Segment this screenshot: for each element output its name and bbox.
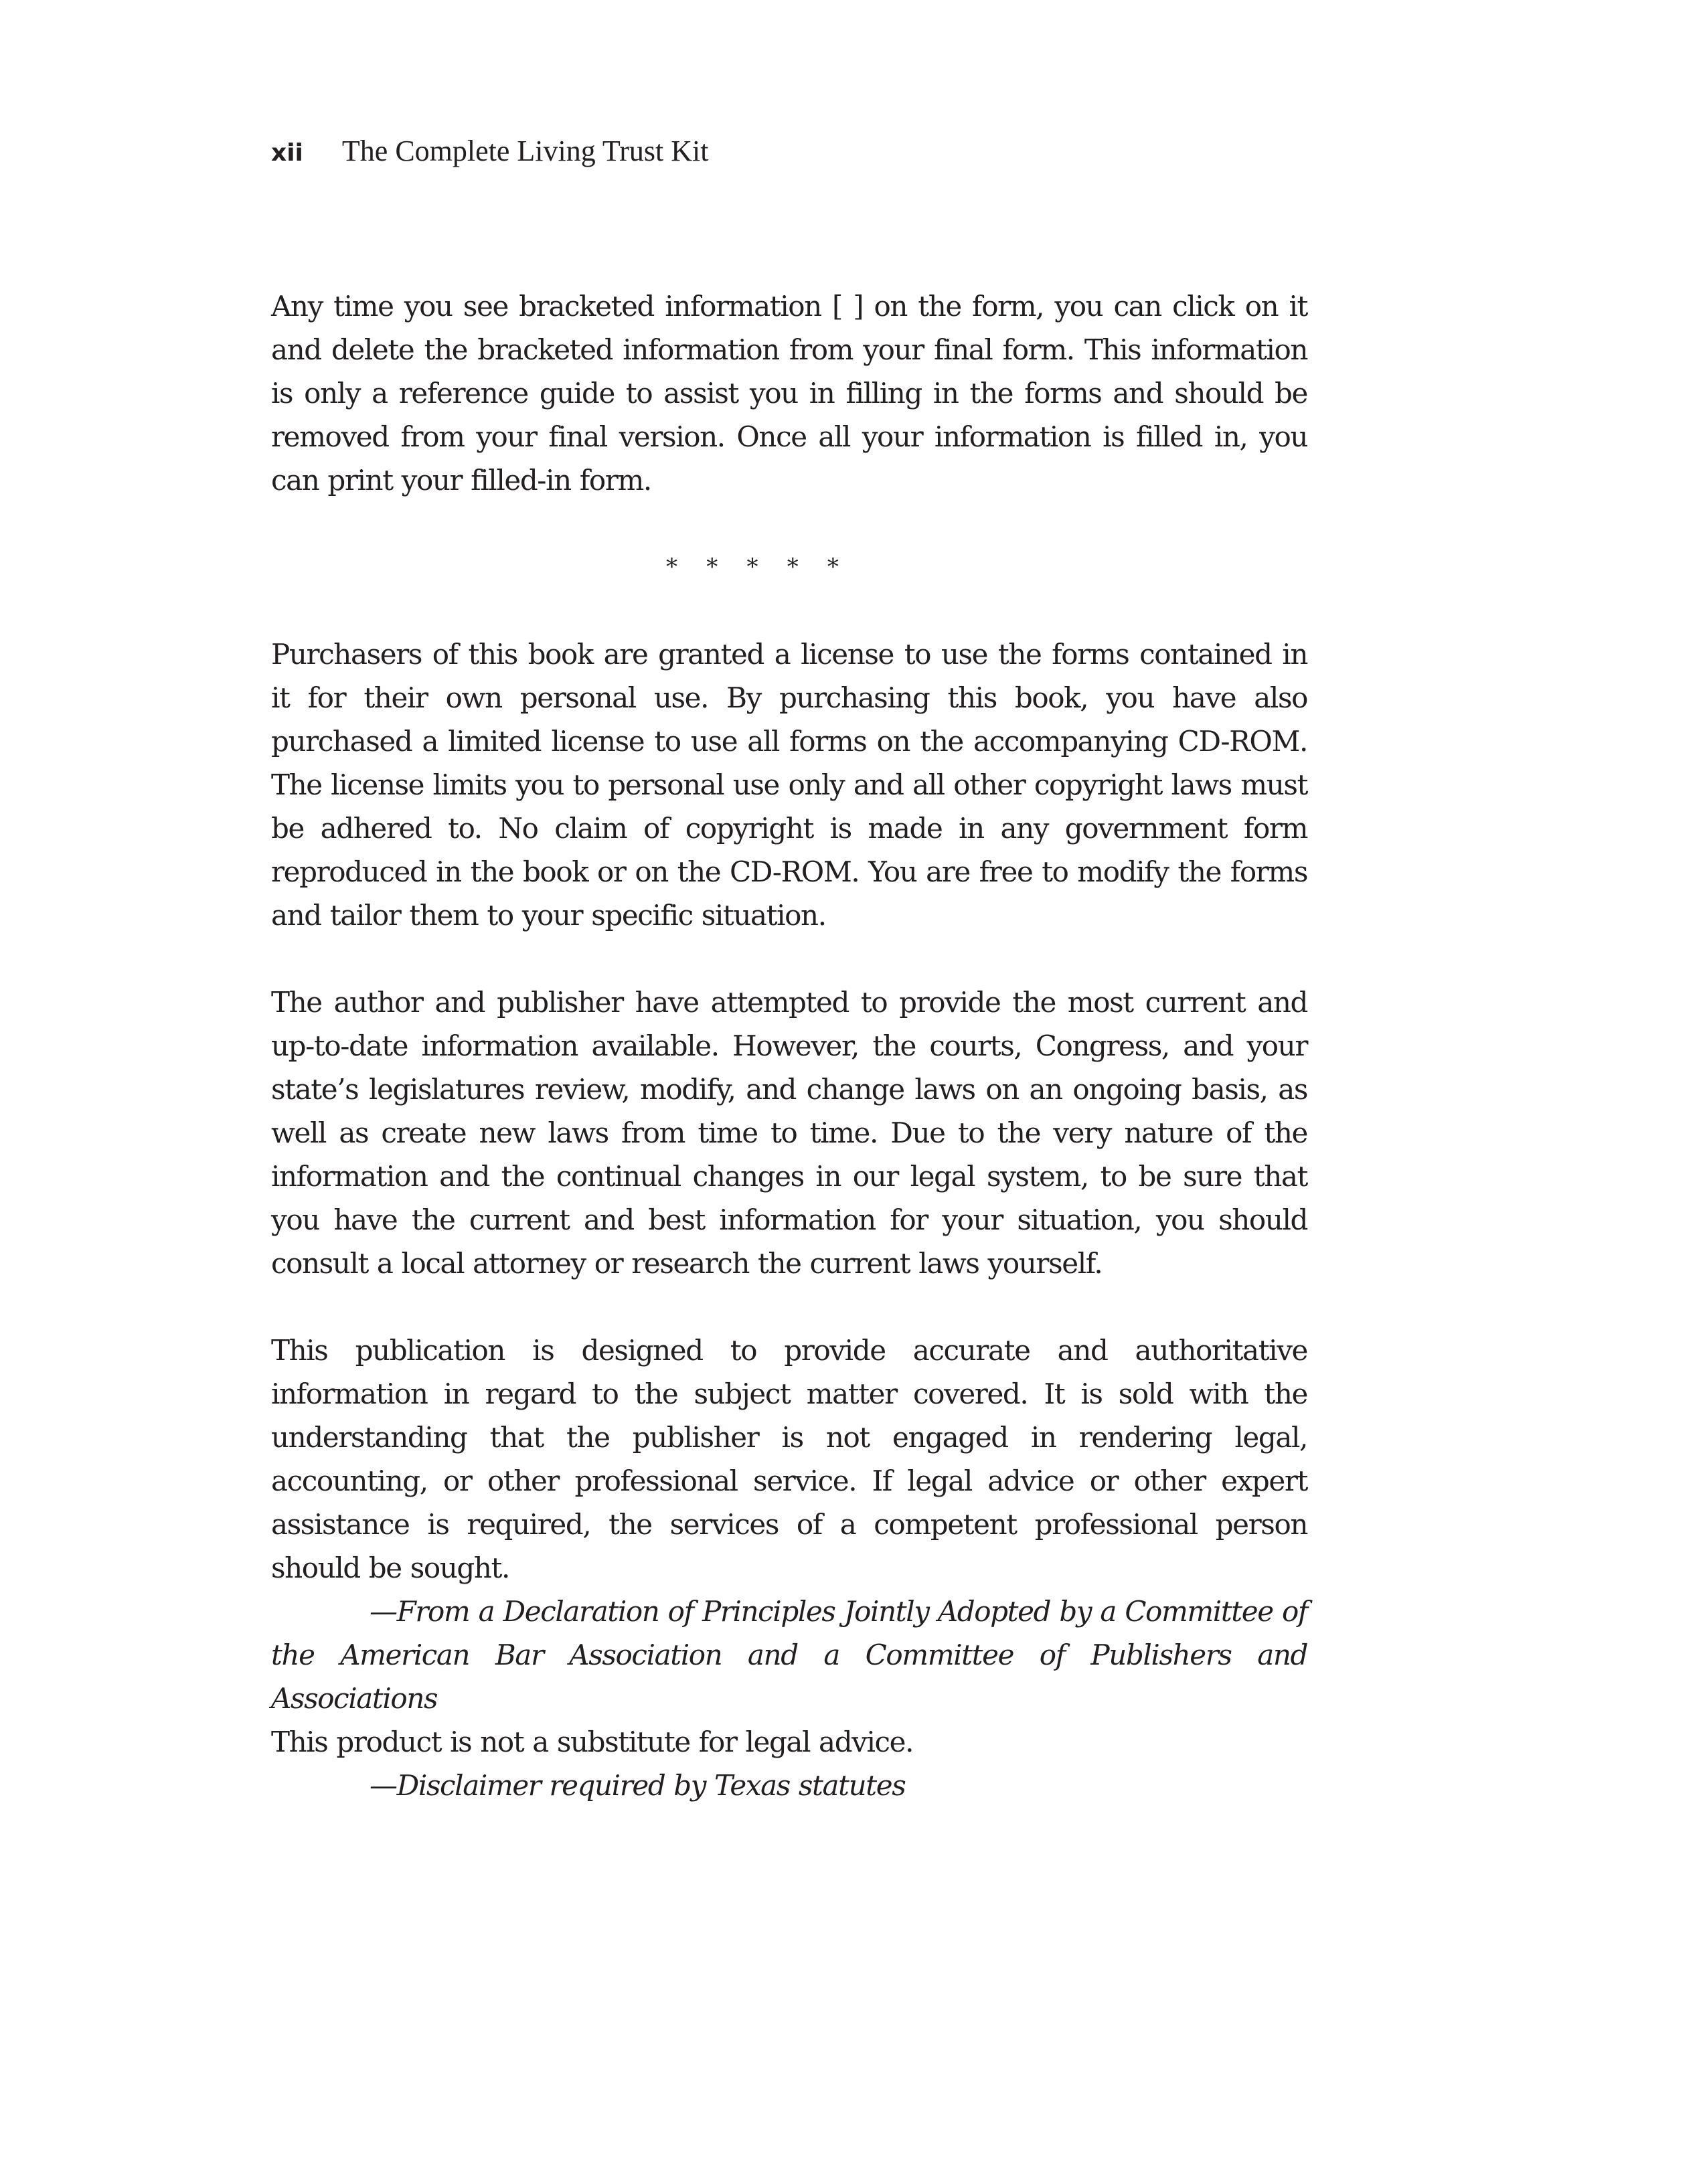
paragraph-disclaimer: This product is not a substitute for legal advice. xyxy=(271,1726,914,1758)
paragraph-license: Purchasers of this book are granted a license to use the forms contained in it for their own personal use. By purchasing this book, you have also purchased a limited license to use all forms on the accompanying CD-ROM. The license limits you to personal use only and all other copyright laws must be adhered to. No claim of copyright is made in any government form reproduced in the book or on the CD-ROM. You are free to modify the forms and tailor them to your specific situation. xyxy=(271,638,1307,932)
quote-texas-disclaimer: —Disclaimer required by Texas statutes xyxy=(370,1769,906,1802)
paragraph-author-publisher: The author and publisher have attempted to provide the most current and up-to-date information available. However, the courts, Congress, and your state’s legislatures review, modify, and change laws on an ongoing basis, as well as create new laws from time to time. Due to the very nature of the information and the continual changes in our legal system, to be sure that you have the current and best information for your situation, you should consult a local attorney or research the current laws yourself. xyxy=(271,986,1307,1280)
quote-aba-declaration: —From a Declaration of Principles Jointly Adopted by a Committee of the American Bar Association and a Committee of Publishers and Associations xyxy=(271,1595,1307,1715)
paragraph-bracketed-info: Any time you see bracketed information [ ] on the form, you can click on it and delete the bracketed information from your final form. This information is only a reference guide to assist you in filling in the forms and should be removed from your final version. Once all your information is filled in, you can print your filled-in form. xyxy=(271,290,1307,497)
page-number: xii xyxy=(271,139,303,167)
book-title: The Complete Living Trust Kit xyxy=(341,135,709,167)
page-body xyxy=(271,284,1307,1807)
section-separator: * * * * * xyxy=(666,554,839,580)
paragraph-publication: This publication is designed to provide accurate and authoritative information in regard to the subject matter covered. It is sold with the understanding that the publisher is not engaged in rendering legal, accounting, or other professional service. If legal advice or other expert assistance is required, the services of a competent professional person should be sought. xyxy=(271,1334,1307,1584)
running-head xyxy=(271,134,708,174)
